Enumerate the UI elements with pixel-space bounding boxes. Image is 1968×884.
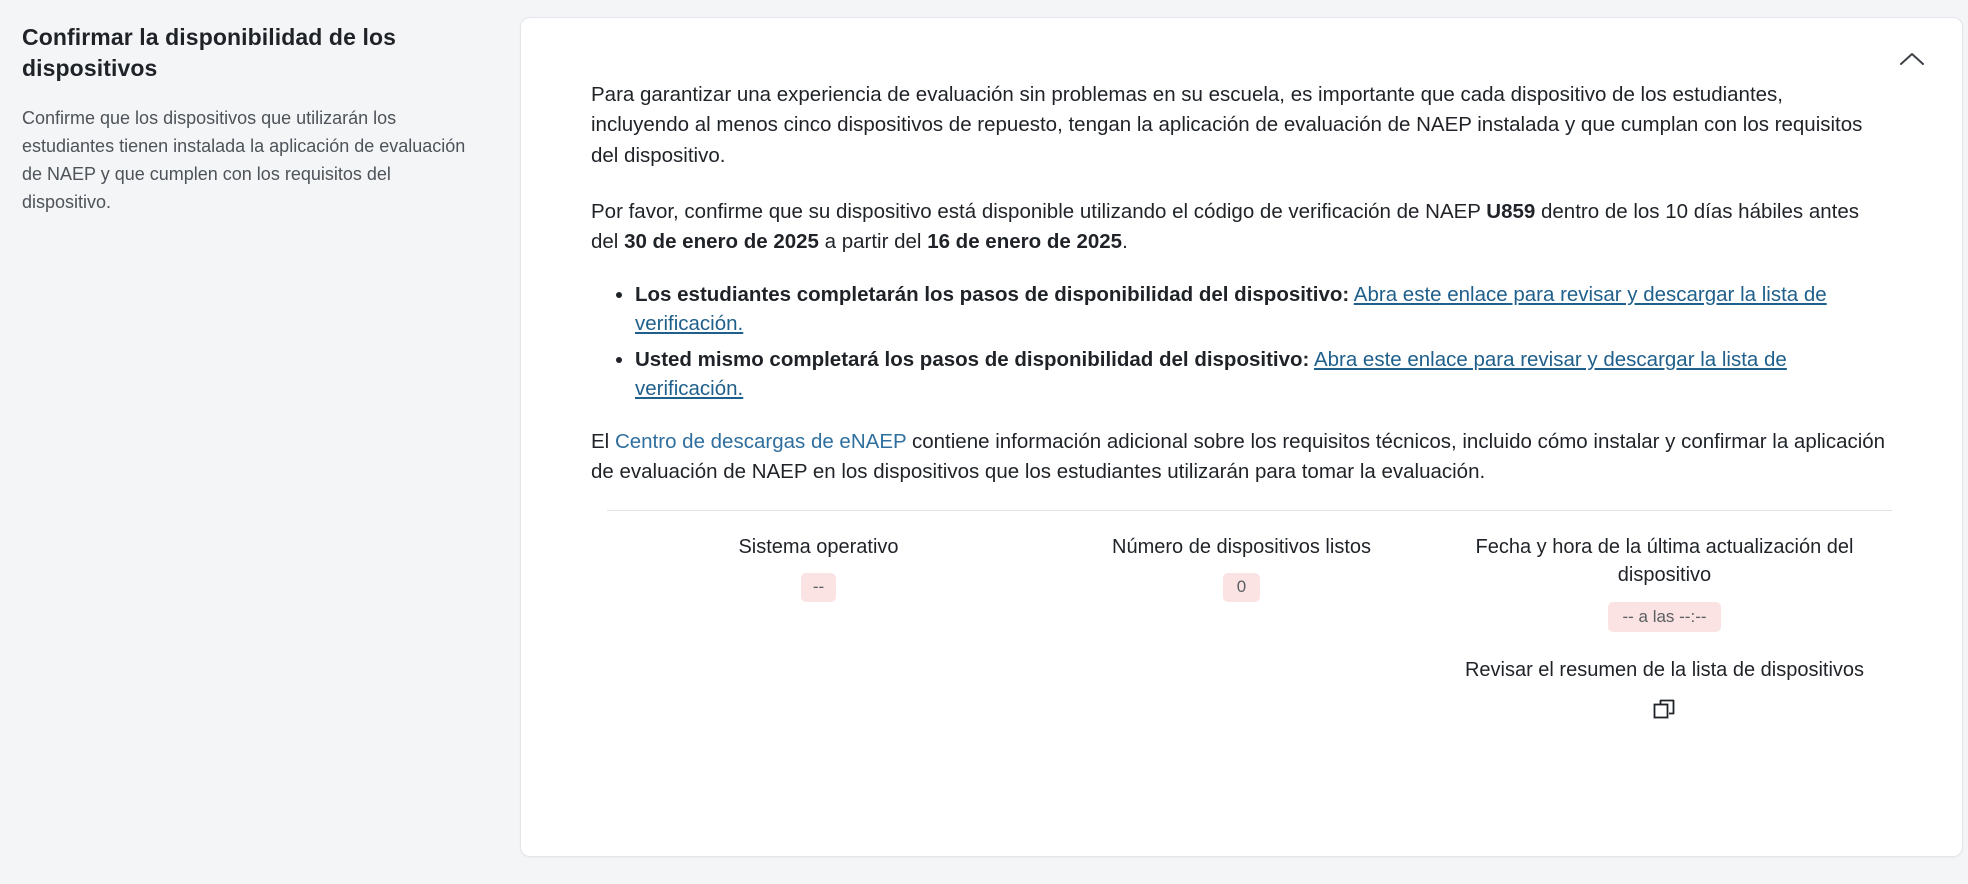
- collapse-section-button[interactable]: [1892, 42, 1932, 76]
- device-status-row: [591, 533, 1876, 723]
- left-info-panel: [0, 0, 520, 217]
- readiness-steps-list: [591, 280, 1891, 403]
- ready-devices-value: 0: [1223, 573, 1260, 602]
- status-cell-last-update: [1453, 533, 1876, 723]
- verification-text-2: dentro de los 10 días hábiles antes del: [591, 199, 1859, 254]
- device-summary-link[interactable]: Revisar el resumen de la lista de dispositivos: [1464, 659, 1865, 682]
- enaep-download-center-link[interactable]: Centro de descargas de eNAEP: [614, 430, 907, 454]
- student-checklist-link[interactable]: Abra este enlace para revisar y descargar la lista de verificación.: [635, 282, 1827, 335]
- verification-start-date: 16 de enero de 2025: [927, 230, 1123, 254]
- verification-text-1: Por favor, confirme que su dispositivo está disponible utilizando el código de verificación de NAEP: [591, 199, 1487, 223]
- verification-text-4: .: [1122, 230, 1128, 254]
- closing-text-1: El: [591, 430, 615, 454]
- verification-code: U859: [1486, 199, 1536, 223]
- closing-text-2: contiene información adicional sobre los requisitos técnicos, incluido cómo instalar y confirmar la aplicación de evaluación de NAEP en los dispositivos que los estudiantes utilizarán para tomar la evaluación.: [591, 430, 1886, 484]
- section-divider: [607, 510, 1892, 511]
- external-window-icon[interactable]: [1463, 697, 1866, 723]
- page-title: Confirmar la disponibilidad de los dispositivos: [22, 24, 396, 81]
- intro-paragraph: Para garantizar una experiencia de evaluación sin problemas en su escuela, es importante que cada dispositivo de los estudiantes, incluyendo al menos cinco dispositivos de repuesto, tengan la aplicación de evaluación de NAEP instalada y que cumplan con los requisitos del dispositivo.: [591, 83, 1863, 167]
- self-steps-label: Usted mismo completará los pasos de disponibilidad del dispositivo:: [635, 347, 1310, 371]
- download-center-paragraph: [591, 427, 1891, 488]
- verification-text-3: a partir del: [818, 230, 928, 254]
- chevron-up-icon: [1899, 51, 1925, 67]
- student-steps-label: Los estudiantes completarán los pasos de disponibilidad del dispositivo:: [635, 282, 1350, 306]
- list-item: [635, 280, 1891, 338]
- operating-system-value: --: [801, 573, 836, 602]
- last-update-label: Fecha y hora de la última actualización del dispositivo: [1475, 535, 1854, 587]
- list-item: [635, 345, 1891, 403]
- verification-deadline: 30 de enero de 2025: [624, 230, 819, 254]
- operating-system-label: Sistema operativo: [738, 535, 899, 558]
- device-readiness-card: [520, 17, 1963, 857]
- status-cell-operating-system: [607, 533, 1030, 723]
- last-update-value: -- a las --:--: [1608, 602, 1720, 633]
- ready-devices-label: Número de dispositivos listos: [1112, 535, 1371, 558]
- page-description: Confirme que los dispositivos que utilizarán los estudiantes tienen instalada la aplicación de evaluación de NAEP y que cumplen con los requisitos del dispositivo.: [22, 108, 466, 212]
- verification-paragraph: [591, 197, 1881, 258]
- status-cell-ready-devices: [1030, 533, 1453, 723]
- self-checklist-link[interactable]: Abra este enlace para revisar y descargar la lista de verificación.: [635, 347, 1787, 400]
